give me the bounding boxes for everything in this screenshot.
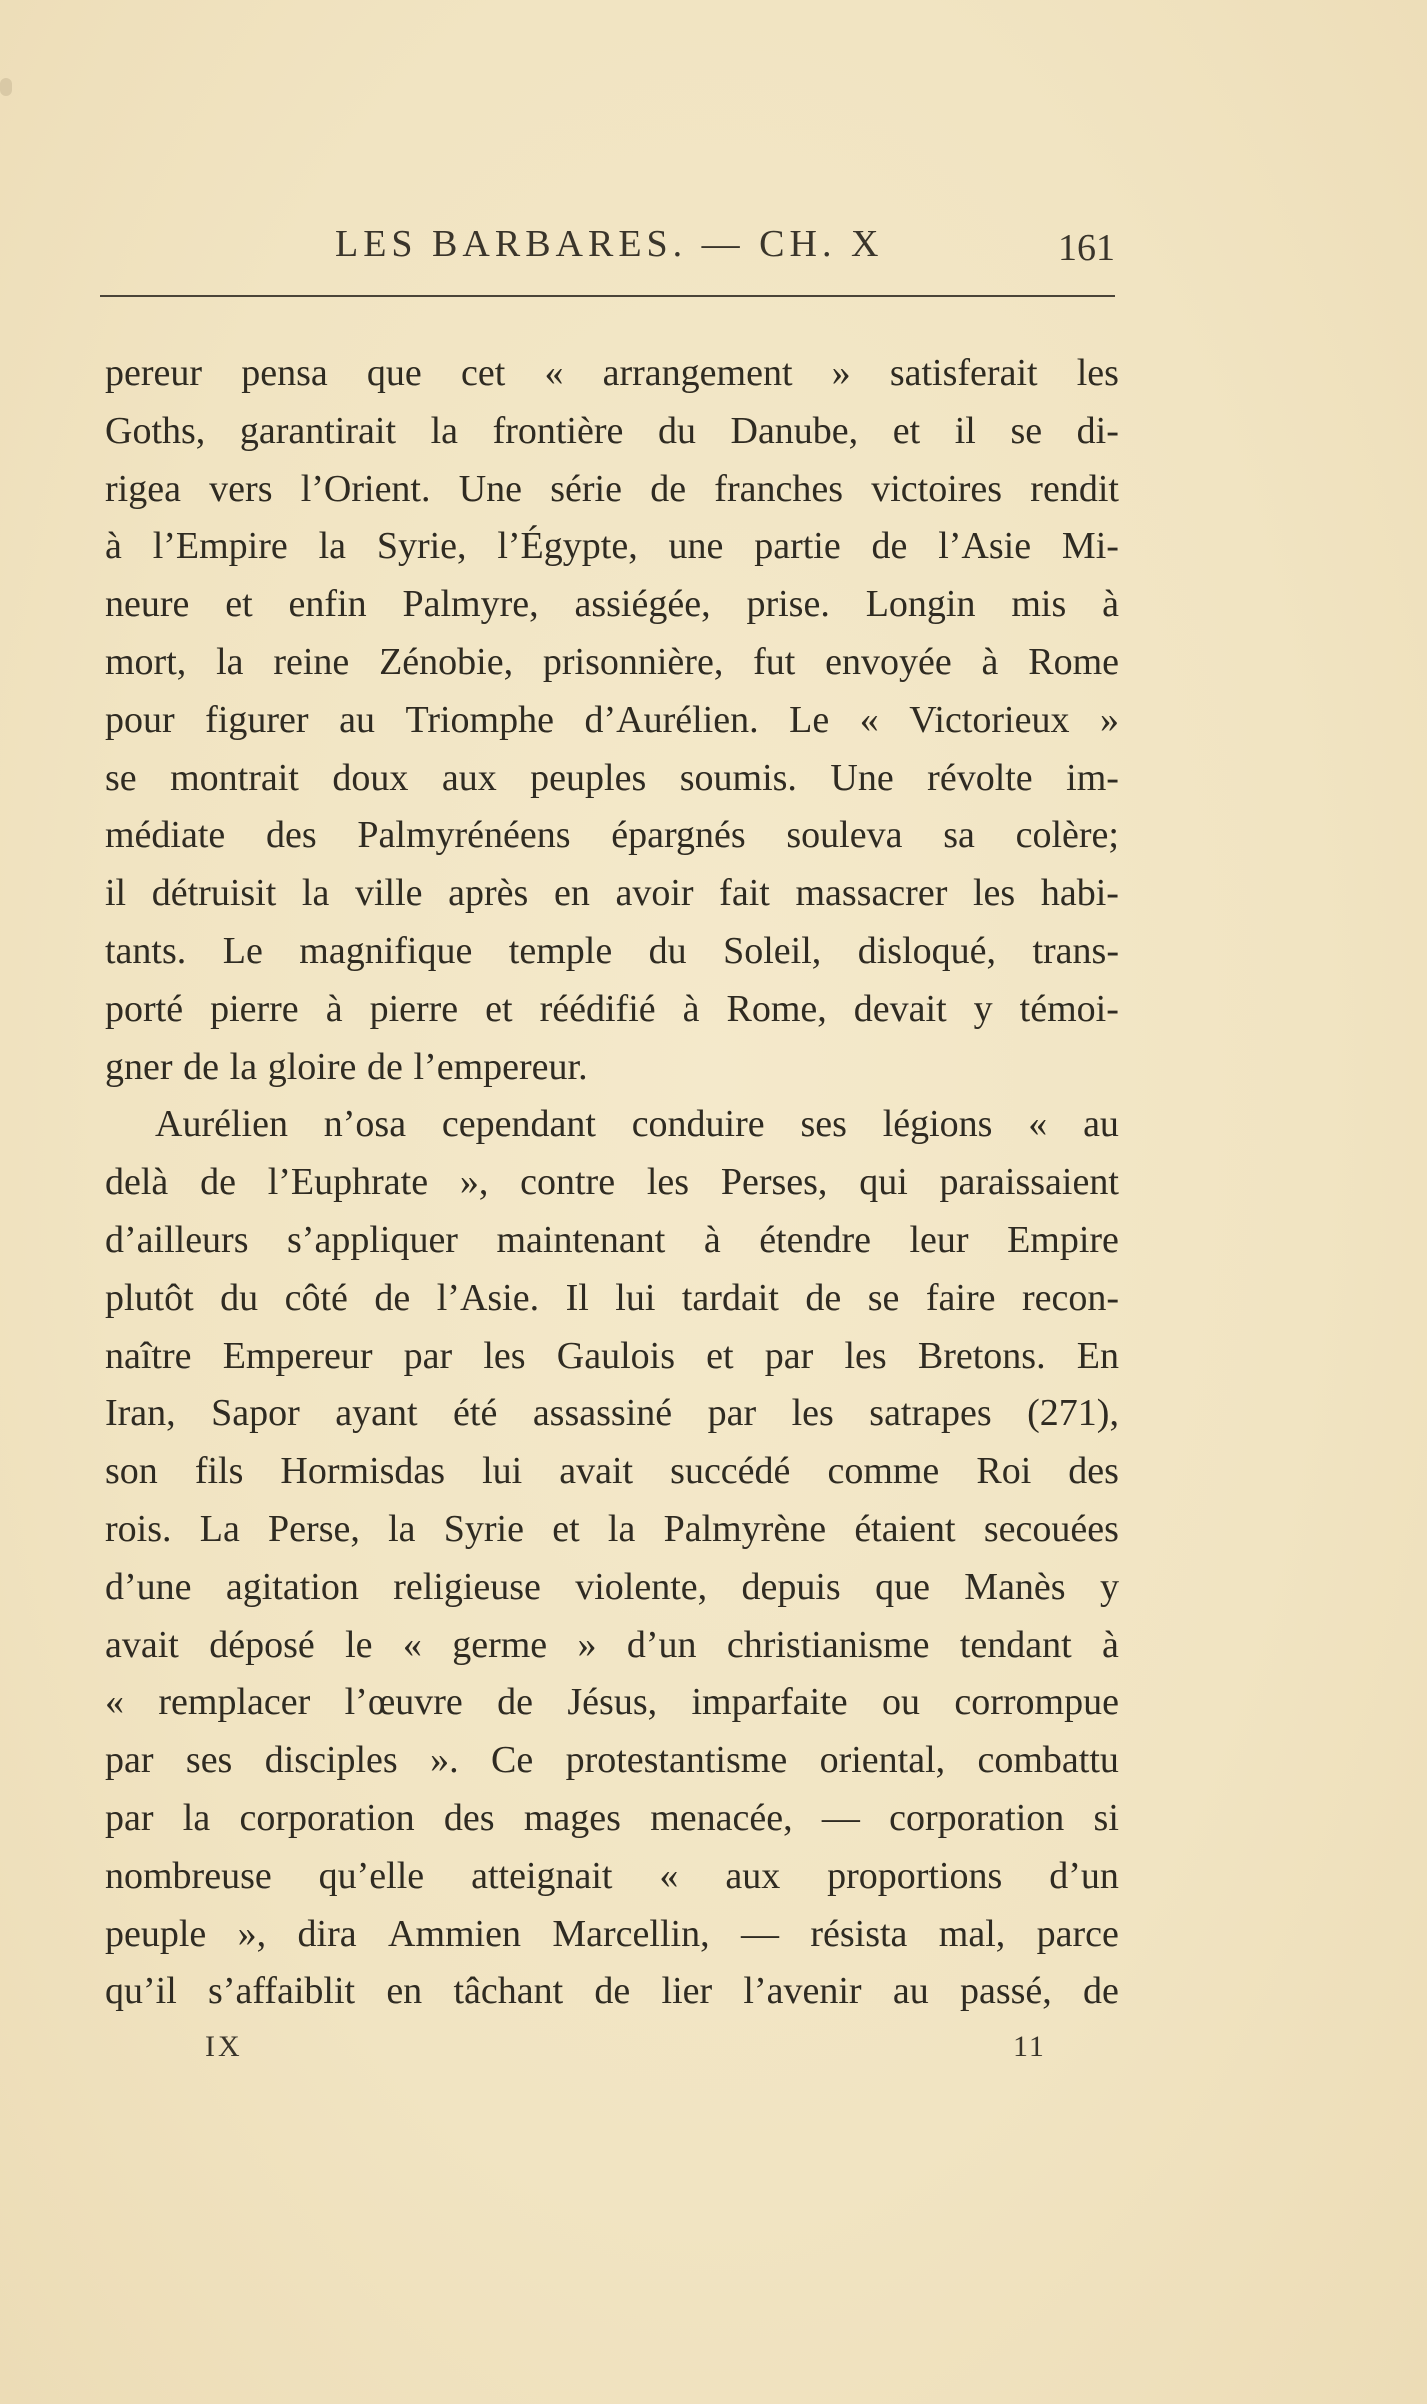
word: Victorieux [909, 698, 1070, 741]
word: n’osa [323, 1103, 407, 1146]
word: « [859, 698, 879, 741]
word: naître [105, 1334, 192, 1377]
word: » [1099, 698, 1119, 741]
word: à [105, 525, 122, 568]
text-line [105, 1385, 1119, 1443]
word: delà [105, 1161, 169, 1204]
word: ses [800, 1103, 847, 1146]
word: cet [460, 352, 506, 394]
text-line [105, 345, 1119, 403]
word: à [703, 1218, 721, 1261]
word: lui [482, 1450, 523, 1493]
word: proportions [827, 1854, 1003, 1897]
text-line [105, 807, 1119, 865]
word: il [954, 409, 976, 452]
signature-number: 11 [1013, 2030, 1046, 2063]
word: la [216, 640, 244, 683]
word: vers [209, 467, 273, 510]
word: série [550, 467, 622, 510]
text-line [105, 461, 1119, 519]
word: Palmyre, [402, 583, 539, 626]
text-line [105, 1212, 1119, 1270]
text-line [105, 403, 1119, 461]
word: corporation [889, 1796, 1065, 1839]
word: des [266, 814, 317, 857]
word: assiégée, [574, 583, 711, 626]
word: mis [1011, 583, 1067, 626]
word: pour [105, 698, 175, 741]
word: maintenant [496, 1218, 666, 1261]
word: le [345, 1623, 373, 1666]
word: des [443, 1796, 495, 1839]
text-line [105, 1848, 1119, 1906]
word: temple [508, 929, 613, 972]
word: — [821, 1796, 860, 1839]
text-line [105, 1501, 1119, 1559]
word: Jésus, [567, 1681, 658, 1724]
word: oriental, [819, 1739, 946, 1782]
word: habi- [1040, 872, 1119, 915]
word: disloqué, [857, 929, 997, 972]
word: rois. [105, 1507, 172, 1550]
text-line [105, 692, 1119, 750]
word: Zénobie, [379, 640, 514, 683]
word: l’empereur. [413, 1045, 588, 1088]
word: la [318, 525, 346, 568]
word: les [844, 1334, 887, 1377]
word: et [706, 1334, 734, 1377]
word: Empire [1007, 1218, 1119, 1261]
word: », [459, 1161, 489, 1204]
word: si [1093, 1796, 1119, 1839]
word: et [485, 987, 513, 1030]
word: prisonnière, [542, 640, 724, 683]
word: au [1083, 1103, 1119, 1146]
word: partie [754, 525, 841, 568]
word: l’Asie [938, 525, 1032, 568]
word: satrapes [869, 1392, 992, 1435]
word: médiate [105, 814, 226, 857]
word: ses [185, 1739, 233, 1782]
word: par [707, 1392, 757, 1435]
word: Roi [976, 1450, 1032, 1493]
word: Hormisdas [280, 1450, 446, 1493]
word: Syrie, [376, 525, 467, 568]
word: Ammien [388, 1912, 521, 1955]
word: qu’il [105, 1970, 177, 2013]
word: fils [194, 1450, 244, 1493]
word: y [973, 987, 993, 1030]
word: corrompue [954, 1681, 1119, 1724]
word: l’œuvre [344, 1681, 463, 1724]
word: de [594, 1970, 631, 2013]
paper-stain [0, 78, 12, 96]
word: épargnés [611, 814, 746, 857]
word: à [325, 987, 343, 1030]
text-line [105, 1963, 1119, 2021]
word: l’Empire [152, 525, 288, 568]
word: sa [943, 814, 975, 857]
word: d’ailleurs [105, 1218, 249, 1261]
word: Empereur [222, 1334, 373, 1377]
word: pensa [241, 352, 328, 394]
text-line [105, 1674, 1119, 1732]
word: montrait [170, 756, 299, 799]
word: ou [881, 1681, 920, 1724]
word: ville [354, 872, 423, 915]
text-line [105, 1328, 1119, 1386]
word: conduire [631, 1103, 765, 1146]
word: » [577, 1623, 597, 1666]
word: se [867, 1276, 900, 1319]
word: que [875, 1565, 930, 1608]
word: figurer [205, 698, 309, 741]
word: di- [1076, 409, 1119, 452]
word: porté [105, 987, 184, 1030]
word: avait [105, 1623, 179, 1666]
word: leur [909, 1218, 969, 1261]
word: Aurélien [155, 1103, 288, 1146]
word: contre [520, 1161, 616, 1204]
word: gner [105, 1045, 173, 1088]
word: parce [1036, 1912, 1119, 1955]
word: des [1068, 1450, 1119, 1493]
word: Palmyrène [663, 1507, 827, 1550]
word: disciples [264, 1739, 398, 1782]
word: Le [789, 698, 830, 741]
word: Une [458, 467, 523, 510]
word: » [831, 352, 851, 394]
word: devait [853, 987, 947, 1030]
word: de [871, 525, 908, 568]
word: lier [661, 1970, 713, 2013]
word: peuple [105, 1912, 207, 1955]
word: franches [714, 467, 843, 510]
word: par [105, 1739, 154, 1782]
word: « [402, 1623, 422, 1666]
word: pereur [105, 352, 203, 394]
word: Manès [964, 1565, 1066, 1608]
word: », [237, 1912, 267, 1955]
word: étaient [854, 1507, 956, 1550]
text-line [105, 576, 1119, 634]
word: témoi- [1019, 987, 1119, 1030]
word: de [183, 1045, 220, 1088]
word: de [200, 1161, 236, 1204]
text-line [105, 1443, 1119, 1501]
text-line [105, 1154, 1119, 1212]
word: l’avenir [743, 1970, 862, 2013]
word: massacrer [795, 872, 948, 915]
word: et [892, 409, 921, 452]
word: par [764, 1334, 814, 1377]
word: les [646, 1161, 690, 1204]
word: pierre [210, 987, 299, 1030]
word: que [366, 352, 422, 394]
word: y [1099, 1565, 1119, 1608]
word: les [1076, 352, 1119, 394]
word: de [805, 1276, 842, 1319]
volume-signature: IX [205, 2030, 243, 2063]
word: Palmyrénéens [357, 814, 571, 857]
word: Mi- [1061, 525, 1119, 568]
word: et [552, 1507, 580, 1550]
word: l’Égypte, [497, 525, 638, 568]
text-line [105, 981, 1119, 1039]
word: rigea [105, 467, 181, 510]
word: se [1010, 409, 1043, 452]
word: ». [430, 1739, 459, 1782]
word: Gaulois [556, 1334, 675, 1377]
word: rendit [1030, 467, 1119, 510]
word: reine [273, 640, 350, 683]
word: Syrie [443, 1507, 524, 1550]
word: Perses, [720, 1161, 828, 1204]
text-line [105, 634, 1119, 692]
text-line [105, 1617, 1119, 1675]
text-line [105, 1790, 1119, 1848]
word: les [791, 1392, 834, 1435]
word: avoir [615, 872, 694, 915]
word: de [497, 1681, 534, 1724]
word: Il [565, 1276, 589, 1319]
word: la [607, 1507, 636, 1550]
word: Rome [1028, 640, 1119, 683]
word: « [544, 352, 564, 394]
word: imparfaite [691, 1681, 848, 1724]
word: la [229, 1045, 258, 1088]
word: les [972, 872, 1016, 915]
word: été [453, 1392, 498, 1435]
word: étendre [759, 1218, 871, 1261]
word: d’une [105, 1565, 192, 1608]
word: satisferait [889, 352, 1038, 394]
word: Le [222, 929, 263, 972]
word: qu’elle [318, 1854, 425, 1897]
word: de [374, 1276, 411, 1319]
word: enfin [288, 583, 367, 626]
word: protestantisme [565, 1739, 788, 1782]
word: tants. [105, 929, 187, 972]
word: à [1102, 1623, 1119, 1666]
word: fait [719, 872, 770, 915]
word: colère; [1015, 814, 1119, 857]
word: secouées [983, 1507, 1119, 1550]
word: (271), [1027, 1392, 1119, 1435]
text-line [105, 1559, 1119, 1617]
word: au [892, 1970, 929, 2013]
word: « [1028, 1103, 1048, 1146]
word: magnifique [299, 929, 473, 972]
word: souleva [786, 814, 903, 857]
word: prise. [746, 583, 830, 626]
word: à [1102, 583, 1119, 626]
word: qui [859, 1161, 908, 1204]
word: et [225, 583, 253, 626]
word: la [388, 1507, 416, 1550]
word: combattu [977, 1739, 1119, 1782]
word: im- [1066, 756, 1119, 799]
word: mages [523, 1796, 621, 1839]
word: réédifié [539, 987, 656, 1030]
word: Iran, [105, 1392, 176, 1435]
word: une [668, 525, 724, 568]
word: victoires [871, 467, 1003, 510]
word: trans- [1032, 929, 1119, 972]
word: Longin [865, 583, 976, 626]
word: légions [882, 1103, 993, 1146]
text-line [105, 1906, 1119, 1964]
word: côté [284, 1276, 348, 1319]
word: la [182, 1796, 211, 1839]
word: en [386, 1970, 423, 2013]
word: garantirait [239, 409, 396, 452]
word: résista [810, 1912, 908, 1955]
word: s’affaiblit [208, 1970, 356, 2013]
word: corporation [239, 1796, 415, 1839]
body-text [105, 345, 1119, 2021]
word: Goths, [105, 409, 206, 452]
word: avait [559, 1450, 634, 1493]
text-line [105, 1270, 1119, 1328]
word: l’Asie. [436, 1276, 540, 1319]
word: religieuse [393, 1565, 541, 1608]
word: arrangement [602, 352, 793, 394]
word: révolte [927, 756, 1033, 799]
word: doux [332, 756, 409, 799]
word: faire [925, 1276, 996, 1319]
word: Danube, [730, 409, 859, 452]
word: gloire [267, 1045, 357, 1088]
word: Sapor [211, 1392, 300, 1435]
word: Rome, [726, 987, 827, 1030]
word: tâchant [453, 1970, 564, 2013]
word: au [339, 698, 375, 741]
word: envoyée [825, 640, 952, 683]
text-line [105, 1096, 1119, 1154]
word: Bretons. [917, 1334, 1046, 1377]
text-line [105, 518, 1119, 576]
word: détruisit [151, 872, 277, 915]
word: l’Euphrate [267, 1161, 429, 1204]
word: s’appliquer [287, 1218, 458, 1261]
word: comme [827, 1450, 940, 1493]
word: lui [615, 1276, 656, 1319]
word: d’un [626, 1623, 697, 1666]
word: Triomphe [405, 698, 554, 741]
word: d’un [1049, 1854, 1119, 1897]
word: la [301, 872, 330, 915]
word: plutôt [105, 1276, 194, 1319]
word: remplacer [158, 1681, 311, 1724]
word: passé, [959, 1970, 1052, 2013]
word: ayant [335, 1392, 418, 1435]
word: les [483, 1334, 526, 1377]
word: agitation [225, 1565, 359, 1608]
word: l’Orient. [300, 467, 431, 510]
running-header [100, 222, 1115, 282]
word: par [105, 1796, 154, 1839]
word: du [657, 409, 696, 452]
word: menacée, [650, 1796, 793, 1839]
word: depuis [741, 1565, 841, 1608]
text-line [105, 750, 1119, 808]
text-line [105, 865, 1119, 923]
word: recon- [1021, 1276, 1119, 1319]
word: tardait [681, 1276, 779, 1319]
word: christianisme [726, 1623, 930, 1666]
word: Soleil, [723, 929, 822, 972]
word: mal, [938, 1912, 1006, 1955]
word: dira [297, 1912, 357, 1955]
word: neure [105, 583, 190, 626]
word: il [105, 872, 127, 915]
word: déposé [209, 1623, 315, 1666]
text-line [105, 1039, 1119, 1097]
word: à [981, 640, 999, 683]
page-number: 161 [1058, 227, 1115, 269]
word: de [650, 467, 687, 510]
header-rule [100, 295, 1115, 297]
word: par [403, 1334, 453, 1377]
word: soumis. [679, 756, 797, 799]
word: En [1076, 1334, 1119, 1377]
text-line [105, 1732, 1119, 1790]
text-line [105, 923, 1119, 981]
word: son [105, 1450, 158, 1493]
word: nombreuse [105, 1854, 272, 1897]
word: « [105, 1681, 124, 1724]
word: germe [452, 1623, 548, 1666]
word: Perse, [268, 1507, 360, 1550]
word: assassiné [532, 1392, 673, 1435]
word: Marcellin, [552, 1912, 710, 1955]
word: violente, [575, 1565, 708, 1608]
word: paraissaient [939, 1161, 1119, 1204]
running-title: LES BARBARES. — CH. X [335, 223, 884, 265]
word: de [1083, 1970, 1119, 2013]
word: se [105, 756, 137, 799]
word: du [648, 929, 687, 972]
word: aux [725, 1854, 781, 1897]
word: fut [753, 640, 796, 683]
word: atteignait [471, 1854, 613, 1897]
word: Une [830, 756, 894, 799]
word: La [199, 1507, 240, 1550]
word: aux [441, 756, 497, 799]
word: pierre [369, 987, 459, 1030]
word: de [366, 1045, 403, 1088]
word: à [682, 987, 700, 1030]
word: frontière [492, 409, 624, 452]
word: cependant [441, 1103, 596, 1146]
word: la [430, 409, 458, 452]
word: — [740, 1912, 779, 1955]
word: « [659, 1854, 679, 1897]
word: du [220, 1276, 259, 1319]
word: peuples [530, 756, 647, 799]
word: Ce [490, 1739, 534, 1782]
word: tendant [959, 1623, 1072, 1666]
word: mort, [105, 640, 187, 683]
word: succédé [670, 1450, 791, 1493]
word: d’Aurélien. [584, 698, 759, 741]
word: en [553, 872, 590, 915]
word: après [448, 872, 529, 915]
